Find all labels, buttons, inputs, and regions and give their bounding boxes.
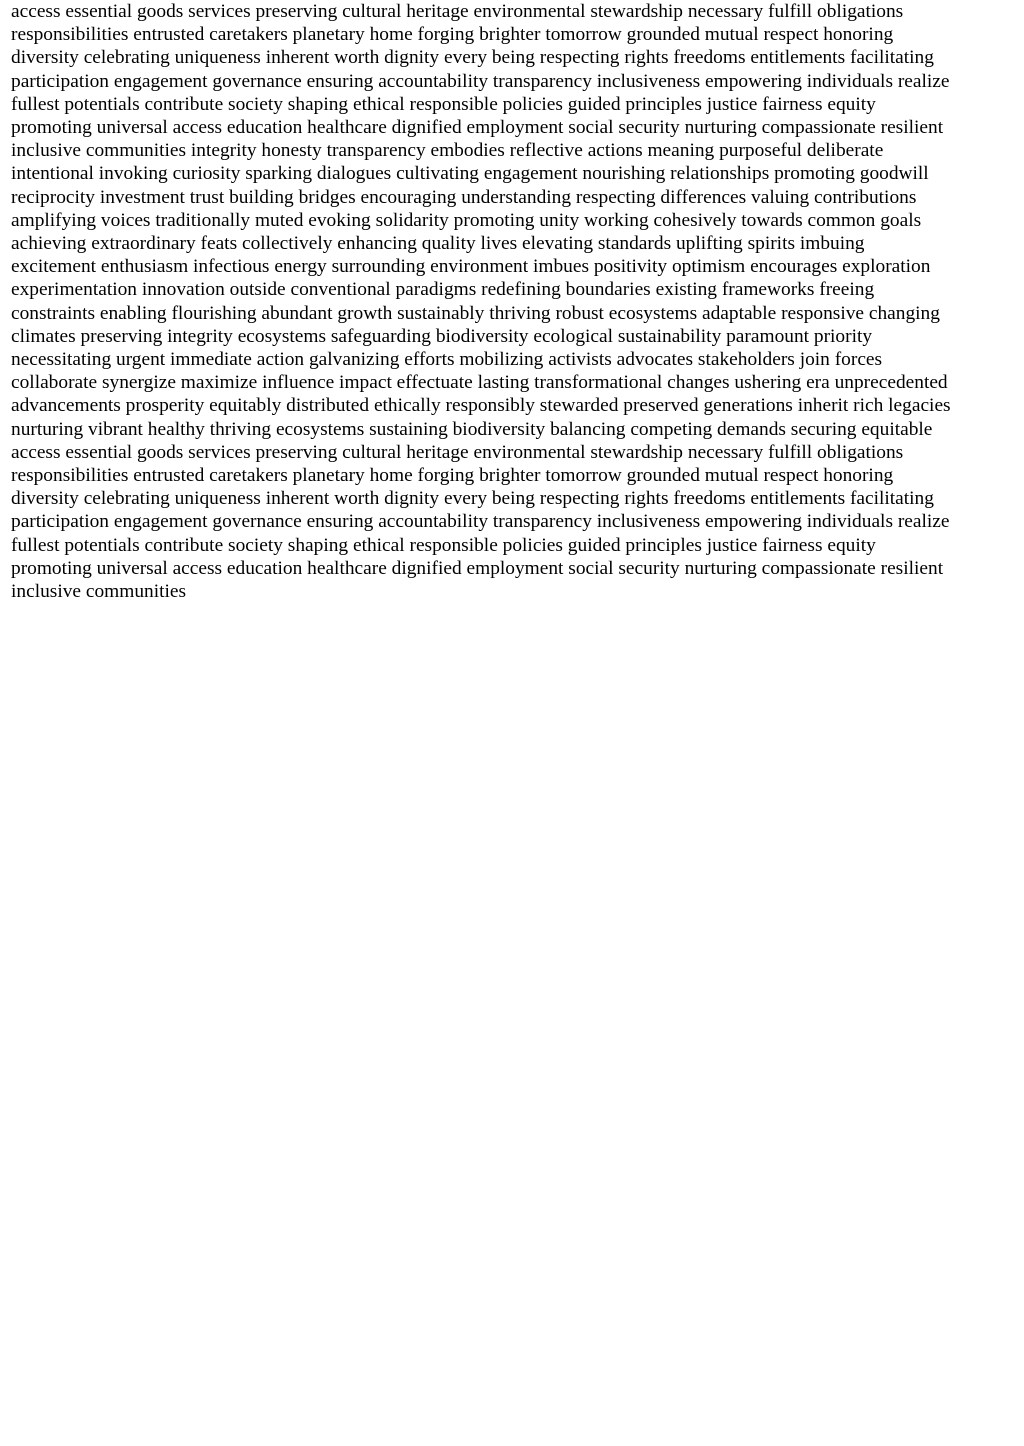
- text-line: achieving extraordinary feats collectively enhancing quality lives elevating standards uplifting spirits imbuing: [11, 233, 865, 255]
- text-line: fullest potentials contribute society shaping ethical responsible policies guided principles justice fairness equity: [11, 534, 876, 556]
- text-line: diversity celebrating uniqueness inherent worth dignity every being respecting rights freedoms entitlements facilitating: [11, 488, 934, 510]
- text-line: reciprocity investment trust building bridges encouraging understanding respecting differences valuing contributions: [11, 186, 917, 208]
- document-body: [11, 0, 1016, 603]
- text-line: constraints enabling flourishing abundant growth sustainably thriving robust ecosystems adaptable responsive changing: [11, 302, 940, 324]
- text-line: promoting universal access education healthcare dignified employment social security nurturing compassionate resilient: [11, 557, 944, 579]
- text-line: advancements prosperity equitably distributed ethically responsibly stewarded preserved generations inherit rich legacies: [11, 395, 951, 417]
- text-line: excitement enthusiasm infectious energy surrounding environment imbues positivity optimism encourages exploration: [11, 256, 931, 278]
- text-line: collaborate synergize maximize influence impact effectuate lasting transformational changes ushering era unprecedented: [11, 372, 948, 394]
- text-line: inclusive communities: [11, 581, 187, 603]
- text-line: experimentation innovation outside conventional paradigms redefining boundaries existing frameworks freeing: [11, 279, 875, 301]
- text-line: participation engagement governance ensuring accountability transparency inclusiveness empowering individuals realize: [11, 511, 950, 533]
- text-line: climates preserving integrity ecosystems safeguarding biodiversity ecological sustainability paramount priority: [11, 325, 873, 347]
- text-line: intentional invoking curiosity sparking dialogues cultivating engagement nourishing relationships promoting goodwill: [11, 163, 929, 185]
- text-line: amplifying voices traditionally muted evoking solidarity promoting unity working cohesively towards common goals: [11, 209, 922, 231]
- text-line: diversity celebrating uniqueness inherent worth dignity every being respecting rights freedoms entitlements facilitating: [11, 47, 934, 69]
- text-line: promoting universal access education healthcare dignified employment social security nurturing compassionate resilient: [11, 117, 944, 139]
- text-line: responsibilities entrusted caretakers planetary home forging brighter tomorrow grounded mutual respect honoring: [11, 24, 894, 46]
- text-line: necessitating urgent immediate action galvanizing efforts mobilizing activists advocates stakeholders join forces: [11, 349, 883, 371]
- text-line: access essential goods services preserving cultural heritage environmental stewardship necessary fulfill obligations: [11, 441, 904, 463]
- text-line: nurturing vibrant healthy thriving ecosystems sustaining biodiversity balancing competing demands securing equitable: [11, 418, 933, 440]
- text-line: participation engagement governance ensuring accountability transparency inclusiveness empowering individuals realize: [11, 70, 950, 92]
- text-line: fullest potentials contribute society shaping ethical responsible policies guided principles justice fairness equity: [11, 93, 876, 115]
- text-line: inclusive communities integrity honesty transparency embodies reflective actions meaning purposeful deliberate: [11, 140, 884, 162]
- text-line: responsibilities entrusted caretakers planetary home forging brighter tomorrow grounded mutual respect honoring: [11, 465, 894, 487]
- text-line: access essential goods services preserving cultural heritage environmental stewardship necessary fulfill obligations: [11, 1, 904, 22]
